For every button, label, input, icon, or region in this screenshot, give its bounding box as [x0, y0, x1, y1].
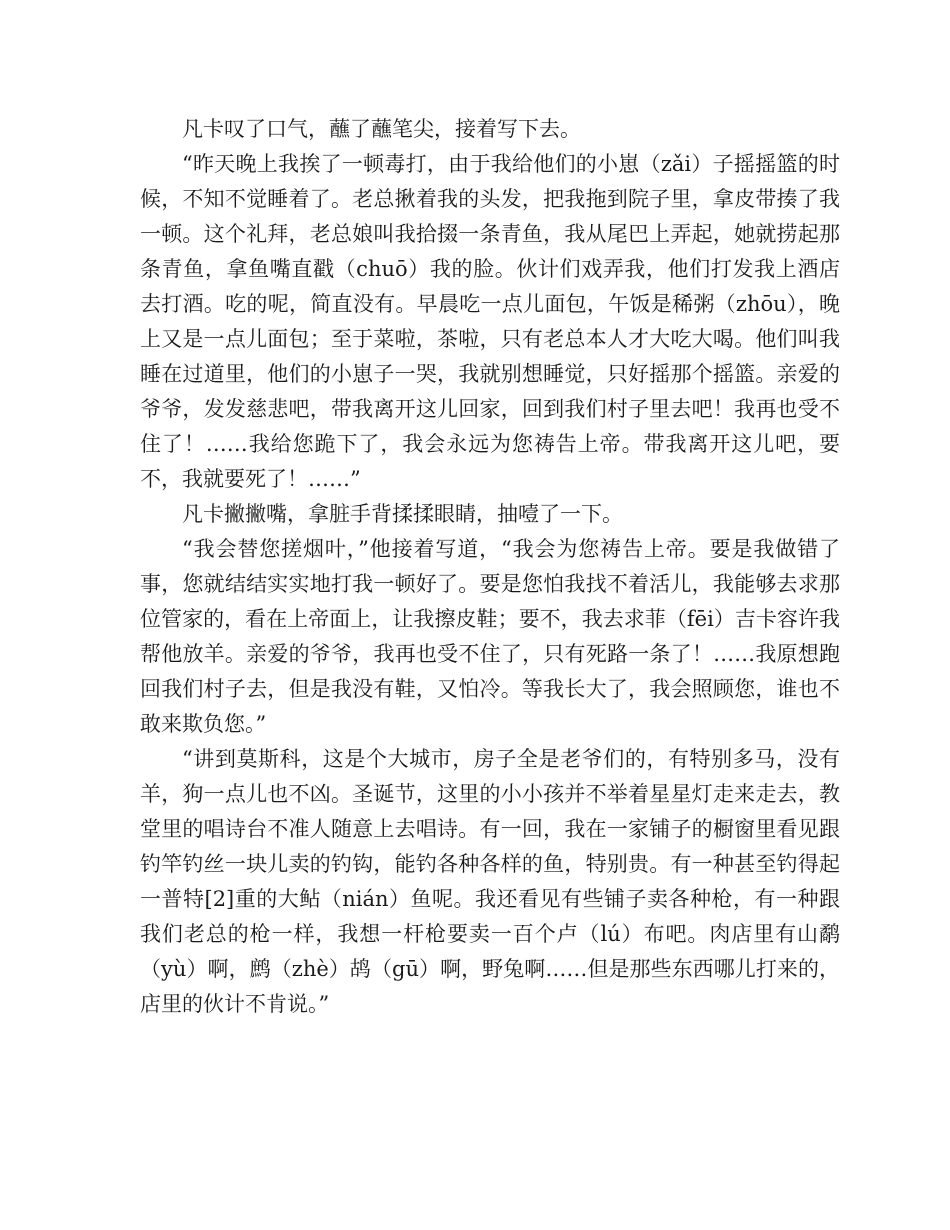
document-page — [140, 112, 840, 1022]
paragraph-3: 凡卡撇撇嘴，拿脏手背揉揉眼睛，抽噎了一下。 — [182, 502, 623, 526]
paragraph-4: “我会替您搓烟叶，”他接着写道，“我会为您祷告上帝。要是我做错了事，您就结结实实地打我一顿好了。要是您怕我找不着活儿，我能够去求那位管家的，看在上帝面上，让我擦皮鞋；要不，我去求菲（fēi）吉卡容许我帮他放羊。亲爱的爷爷，我再也受不住了，只有死路一条了！……我原想跑回我们村子去，但是我没有鞋，又怕冷。等我长大了，我会照顾您，谁也不敢来欺负您。” — [140, 537, 840, 736]
paragraph-1: 凡卡叹了口气，蘸了蘸笔尖，接着写下去。 — [182, 117, 581, 141]
paragraph-5: “讲到莫斯科，这是个大城市，房子全是老爷们的，有特别多马，没有羊，狗一点儿也不凶。圣诞节，这里的小小孩并不举着星星灯走来走去，教堂里的唱诗台不准人随意上去唱诗。有一回，我在一家铺子的橱窗里看见跟钓竿钓丝一块儿卖的钓钩，能钓各种各样的鱼，特别贵。有一种甚至钓得起一普特[2]重的大鲇（nián）鱼呢。我还看见有些铺子卖各种枪，有一种跟我们老总的枪一样，我想一杆枪要卖一百个卢（lú）布吧。肉店里有山鹬（yù）啊，鹧（zhè）鸪（gū）啊，野兔啊……但是那些东西哪儿打来的，店里的伙计不肯说。” — [140, 747, 840, 1016]
paragraph-2: “昨天晚上我挨了一顿毒打，由于我给他们的小崽（zǎi）子摇摇篮的时候，不知不觉睡着了。老总揪着我的头发，把我拖到院子里，拿皮带揍了我一顿。这个礼拜，老总娘叫我拾掇一条青鱼，我从尾巴上弄起，她就捞起那条青鱼，拿鱼嘴直戳（chuō）我的脸。伙计们戏弄我，他们打发我上酒店去打酒。吃的呢，简直没有。早晨吃一点儿面包，午饭是稀粥（zhōu），晚上又是一点儿面包；至于菜啦，茶啦，只有老总本人才大吃大喝。他们叫我睡在过道里，他们的小崽子一哭，我就别想睡觉，只好摇那个摇篮。亲爱的爷爷，发发慈悲吧，带我离开这儿回家，回到我们村子里去吧！我再也受不住了！……我给您跪下了，我会永远为您祷告上帝。带我离开这儿吧，要不，我就要死了！……” — [140, 152, 840, 491]
